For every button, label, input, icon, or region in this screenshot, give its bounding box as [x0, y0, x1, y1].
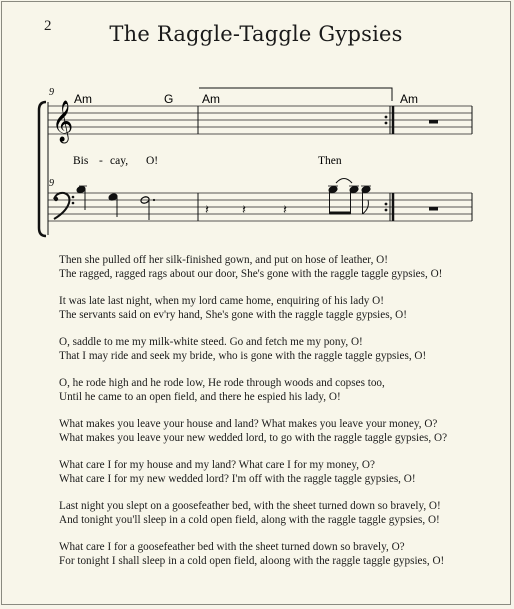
repeat-dot	[385, 209, 388, 212]
verse-line: The servants said on ev'ry hand, She's gone with the raggle taggle gypsies, O!	[59, 308, 407, 321]
lyric-syllable: cay,	[110, 155, 129, 167]
verse-line: Last night you slept on a goosefeather bed, with the sheet turned down so bravely, O!	[59, 500, 441, 512]
system-bracket	[39, 102, 46, 236]
svg-text:𝄽: 𝄽	[205, 203, 209, 218]
chord-symbol: Am	[400, 92, 418, 106]
verse-line: Until he came to an open field, and there he espied his lady, O!	[59, 390, 341, 403]
verse-line: And tonight you'll sleep in a cold open field, along with the raggle taggle gypsies, O!	[59, 513, 440, 526]
treble-clef-icon: 𝄞	[52, 101, 74, 142]
svg-text:𝄽: 𝄽	[283, 203, 287, 218]
quarter-rests	[205, 203, 287, 218]
lyric-hyphen: -	[99, 155, 103, 167]
verse-line: For tonight I shall sleep in a cold open field, aloong with the raggle taggle gypsies, O!	[59, 554, 445, 567]
verse	[59, 418, 499, 445]
bass-clef-icon	[54, 193, 74, 219]
lyric-syllable: O!	[146, 155, 159, 167]
verse	[59, 336, 499, 363]
verse-line: What makes you leave your house and land? What makes you leave your money, O?	[59, 418, 438, 430]
verse-line: What makes you leave your new wedded lord, to go with the raggle taggle gypsies, O?	[59, 431, 448, 444]
page-number: 2	[44, 18, 52, 34]
verse-line: O, he rode high and he rode low, He rode through woods and copses too,	[59, 377, 385, 389]
verse	[59, 254, 499, 281]
verse-line: What care I for my house and my land? What care I for my money, O?	[59, 459, 375, 471]
verse-line: It was late last night, when my lord came home, enquiring of his lady O!	[59, 295, 384, 307]
bass-notes	[76, 185, 155, 220]
beamed-eighth-notes	[328, 179, 371, 215]
verse-line: That I may ride and seek my bride, who is gone with the raggle taggle gypsies, O!	[59, 349, 427, 362]
verse	[59, 377, 499, 404]
chord-symbol: Am	[202, 92, 220, 106]
lyrics-block	[59, 254, 499, 582]
svg-text:𝄽: 𝄽	[242, 203, 246, 218]
lyric-syllable: Bis	[73, 155, 89, 167]
verse-line: O, saddle to me my milk-white steed. Go and fetch me my pony, O!	[59, 336, 363, 348]
verse	[59, 459, 499, 486]
verse	[59, 541, 499, 568]
sheet-music-page	[1, 1, 511, 605]
ending-bracket	[199, 88, 392, 101]
measure-number-bass: 9	[49, 178, 54, 189]
verse-line: What care I for my new wedded lord? I'm off with the raggle taggle gypsies, O!	[59, 472, 416, 485]
lyric-syllable: Then	[318, 155, 342, 167]
verse-line: What care I for a goosefeather bed with the sheet turned down so bravely, O?	[59, 541, 405, 553]
music-score	[2, 2, 510, 242]
whole-rest	[429, 207, 438, 211]
measure-number-treble: 9	[49, 87, 54, 98]
repeat-dot	[385, 203, 388, 206]
repeat-dot	[385, 122, 388, 125]
whole-rest	[429, 120, 438, 124]
verse-line: Then she pulled off her silk-finished gown, and put on hose of leather, O!	[59, 254, 388, 266]
repeat-dot	[385, 116, 388, 119]
verse-line: The ragged, ragged rags about our door, She's gone with the raggle taggle gypsies, O!	[59, 267, 443, 280]
chord-symbol: G	[164, 92, 174, 106]
chord-symbol: Am	[74, 92, 92, 106]
page-title: The Raggle-Taggle Gypsies	[109, 22, 403, 46]
treble-staff	[48, 106, 472, 134]
verse	[59, 295, 499, 322]
verse	[59, 500, 499, 527]
